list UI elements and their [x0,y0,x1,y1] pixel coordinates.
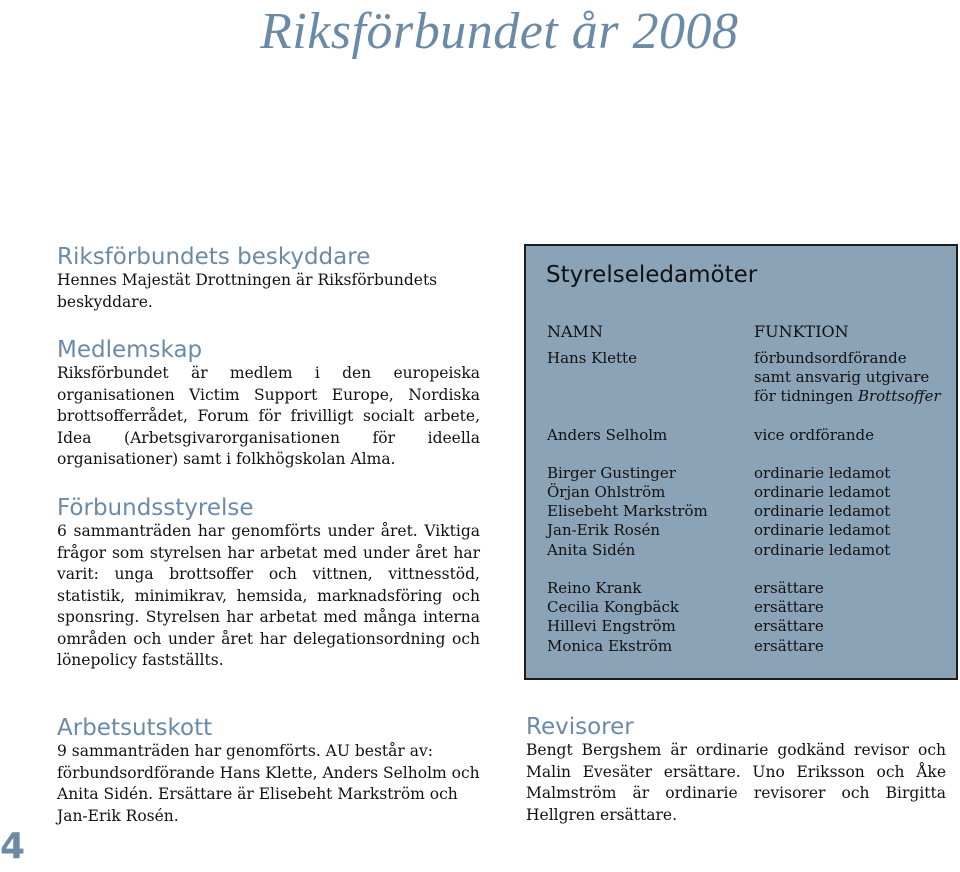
section-medlemskap [57,337,480,471]
board-box [524,244,958,680]
member-name: Örjan Ohlström [547,483,666,501]
page-title: Riksförbundet år 2008 [260,3,739,60]
function-text: för tidningen [754,387,858,405]
member-name: Birger Gustinger [547,464,676,482]
member-function: förbundsordförande [754,349,907,367]
column-header-name: NAMN [547,322,603,341]
member-function-extra: samt ansvarig utgivare [754,368,930,386]
section-text: 9 sammanträden har genomförts. AU består av: förbundsordförande Hans Klette, Anders Selholm och Anita Sidén. Ersättare är Elisebeht Markström och Jan-Erik Rosén. [57,742,480,825]
member-name: Hans Klette [547,349,637,367]
member-function: ordinarie ledamot [754,483,891,501]
member-name: Cecilia Kongbäck [547,598,679,616]
member-name: Jan-Erik Rosén [547,521,661,539]
member-function: ordinarie ledamot [754,502,891,520]
member-name: Anders Selholm [547,426,668,444]
member-name: Monica Ekström [547,637,673,655]
member-function: ordinarie ledamot [754,541,891,559]
section-heading: Medlemskap [57,337,203,363]
member-function: ersättare [754,598,824,616]
section-beskyddare [57,244,480,313]
section-text: Bengt Bergshem är ordinarie godkänd revisor och Malin Evesäter ersättare. Uno Eriksson och Åke Malmström är ordinarie revisorer och Birgitta Hellgren ersättare. [526,741,946,824]
member-function: ersättare [754,637,824,655]
member-function: ersättare [754,617,824,635]
member-name: Anita Sidén [547,541,636,559]
member-name: Reino Krank [547,579,642,597]
section-heading: Revisorer [526,714,634,740]
board-title: Styrelseledamöter [546,262,758,288]
member-function: ersättare [754,579,824,597]
section-text: Riksförbundet är medlem i den europeiska organisationen Victim Support Europe, Nordiska brottsofferrådet, Forum för frivilligt socialt arbete, Idea (Arbetsgivarorganisationen för ideella organisationer) samt i folkhögskolan Alma. [57,364,480,468]
section-forbundsstyrelse [57,495,480,672]
member-function-extra [754,387,941,406]
section-text: Hennes Majestät Drottningen är Riksförbundets beskyddare. [57,271,438,311]
member-function: ordinarie ledamot [754,521,891,539]
member-function: ordinarie ledamot [754,464,891,482]
column-header-function: FUNKTION [754,322,849,341]
member-function: vice ordförande [754,426,874,444]
member-name: Hillevi Engström [547,617,676,635]
section-heading: Arbetsutskott [57,715,213,741]
section-heading: Riksförbundets beskyddare [57,244,371,270]
page-number: 4 [0,826,26,867]
section-text: 6 sammanträden har genomförts under året. Viktiga frågor som styrelsen har arbetat med under året har varit: unga brottsoffer och vittnen, vittnesstöd, statistik, minimikrav, hemsida, marknadsföring och sponsring. Styrelsen har arbetat med många interna områden och under året har delegationsordning och lönepolicy fastställts. [57,522,480,669]
section-arbetsutskott [57,715,480,827]
section-revisorer [526,714,946,826]
member-name: Elisebeht Markström [547,502,708,520]
section-heading: Förbundsstyrelse [57,495,254,521]
magazine-title: Brottsoffer [857,387,941,405]
